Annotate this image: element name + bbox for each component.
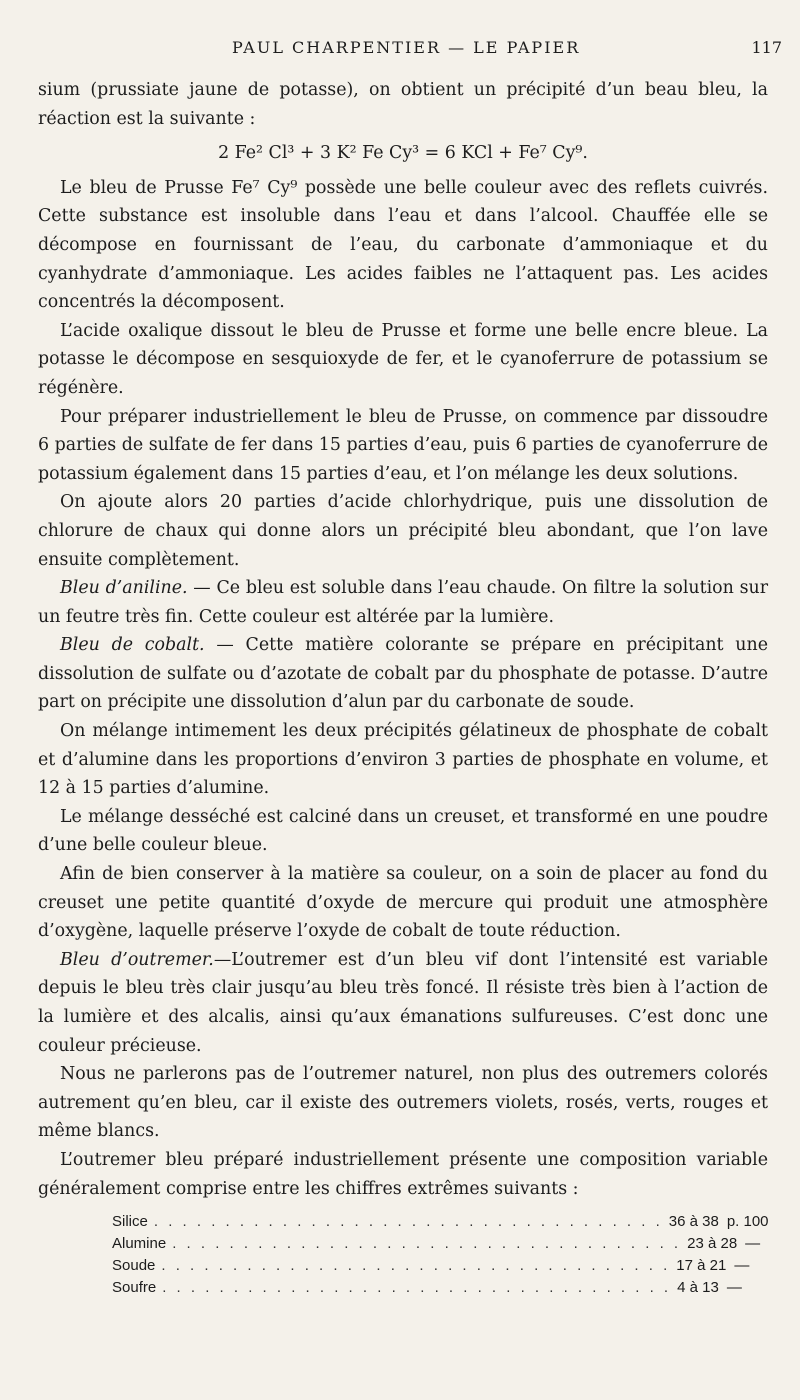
component-range: 4 à 13 <box>677 1279 719 1297</box>
table-row <box>112 1211 769 1233</box>
running-title: PAUL CHARPENTIER — LE PAPIER <box>232 38 581 57</box>
leader-dots: . . . . . . . . . . . . . . . . . . . . . . . . . . . . . . . . . . . . <box>162 1279 672 1297</box>
body-text <box>38 76 768 1299</box>
paragraph: L’acide oxalique dissout le bleu de Prusse et forme une belle encre bleue. La potasse le décompose en sesquioxyde de fer, et le cyanoferrure de potassium se régénère. <box>38 320 768 398</box>
component-unit: — <box>745 1235 761 1253</box>
page-header <box>0 38 800 64</box>
component-unit: p. 100 <box>726 1213 769 1231</box>
paragraph: Le mélange desséché est calciné dans un creuset, et transformé en une poudre d’une belle couleur bleue. <box>38 806 768 856</box>
paragraph: L’outremer bleu préparé industriellement présente une composition variable généralement comprise entre les chiffres extrêmes suivants : <box>38 1149 768 1199</box>
section-heading-cobalt: Bleu de cobalt. <box>60 635 205 656</box>
paragraph: Le bleu de Prusse Fe⁷ Cy⁹ possède une belle couleur avec des reflets cuivrés. Cette substance est insoluble dans l’eau et dans l’alcool. Chauffée elle se décompose en fournissant de l’eau, du carbonate d’ammoniaque et du cyanhydrate d’ammoniaque. Les acides faibles ne l’attaquent pas. Les acides concentrés la décomposent. <box>38 177 768 313</box>
leader-dots: . . . . . . . . . . . . . . . . . . . . . . . . . . . . . . . . . . . . <box>161 1257 671 1275</box>
chemical-formula: 2 Fe² Cl³ + 3 K² Fe Cy³ = 6 KCl + Fe⁷ Cy⁹. <box>218 143 588 164</box>
section-heading-aniline: Bleu d’aniline. <box>60 578 188 599</box>
component-name: Soude <box>112 1257 156 1275</box>
component-unit: — <box>734 1257 750 1275</box>
component-range: 23 à 28 <box>687 1235 738 1253</box>
component-range: 36 à 38 <box>668 1213 719 1231</box>
paragraph-text: — Ce bleu est soluble dans l’eau chaude. On filtre la solution sur un feutre très fin. Cette couleur est altérée par la lumière. <box>38 578 769 627</box>
table-row <box>112 1255 750 1277</box>
leader-dots: . . . . . . . . . . . . . . . . . . . . . . . . . . . . . . . . . . . . <box>153 1213 663 1231</box>
section-heading-outremer: Bleu d’outremer. <box>60 949 214 970</box>
paragraph-text: —L’outremer est d’un bleu vif dont l’intensité est variable depuis le bleu très clair jusqu’au bleu très foncé. Il résiste très bien à l’action de la lumière et des alcalis, ainsi qu’aux émanations sulfureuses. C’est donc une couleur précieuse. <box>38 949 768 1056</box>
paragraph: sium (prussiate jaune de potasse), on obtient un précipité d’un beau bleu, la réaction est la suivante : <box>38 80 768 129</box>
paragraph: On mélange intimement les deux précipités gélatineux de phosphate de cobalt et d’alumine dans les proportions d’environ 3 parties de phosphate en volume, et 12 à 15 parties d’alumine. <box>38 721 768 799</box>
component-name: Silice <box>112 1213 148 1231</box>
leader-dots: . . . . . . . . . . . . . . . . . . . . . . . . . . . . . . . . . . . . <box>172 1235 682 1253</box>
paragraph <box>38 946 768 1060</box>
component-name: Alumine <box>112 1235 167 1253</box>
page-number: 117 <box>751 38 782 57</box>
component-range: 17 à 21 <box>676 1257 727 1275</box>
paragraph <box>38 574 768 631</box>
composition-table <box>112 1211 769 1299</box>
paragraph: Nous ne parlerons pas de l’outremer naturel, non plus des outremers colorés autrement qu’en bleu, car il existe des outremers violets, rosés, verts, rouges et même blancs. <box>38 1064 768 1142</box>
table-row <box>112 1233 761 1255</box>
paragraph-text: — Cette matière colorante se prépare en précipitant une dissolution de sulfate ou d’azotate de cobalt par du phosphate de potasse. D’autre part on précipite une dissolution d’alun par du carbonate de soude. <box>38 635 768 713</box>
paragraph: Pour préparer industriellement le bleu de Prusse, on commence par dissoudre 6 parties de sulfate de fer dans 15 parties d’eau, puis 6 parties de cyanoferrure de potassium également dans 15 parties d’eau, et l’on mélange les deux solutions. <box>38 406 768 484</box>
paragraph: Afin de bien conserver à la matière sa couleur, on a soin de placer au fond du creuset une petite quantité d’oxyde de mercure qui produit une atmosphère d’oxygène, laquelle préserve l’oxyde de cobalt de toute réduction. <box>38 864 768 942</box>
paragraph <box>38 631 768 717</box>
component-unit: — <box>726 1279 742 1297</box>
table-row <box>112 1277 742 1299</box>
component-name: Soufre <box>112 1279 157 1297</box>
paragraph: On ajoute alors 20 parties d’acide chlorhydrique, puis une dissolution de chlorure de chaux qui donne alors un précipité bleu abondant, que l’on lave ensuite complètement. <box>38 492 768 570</box>
